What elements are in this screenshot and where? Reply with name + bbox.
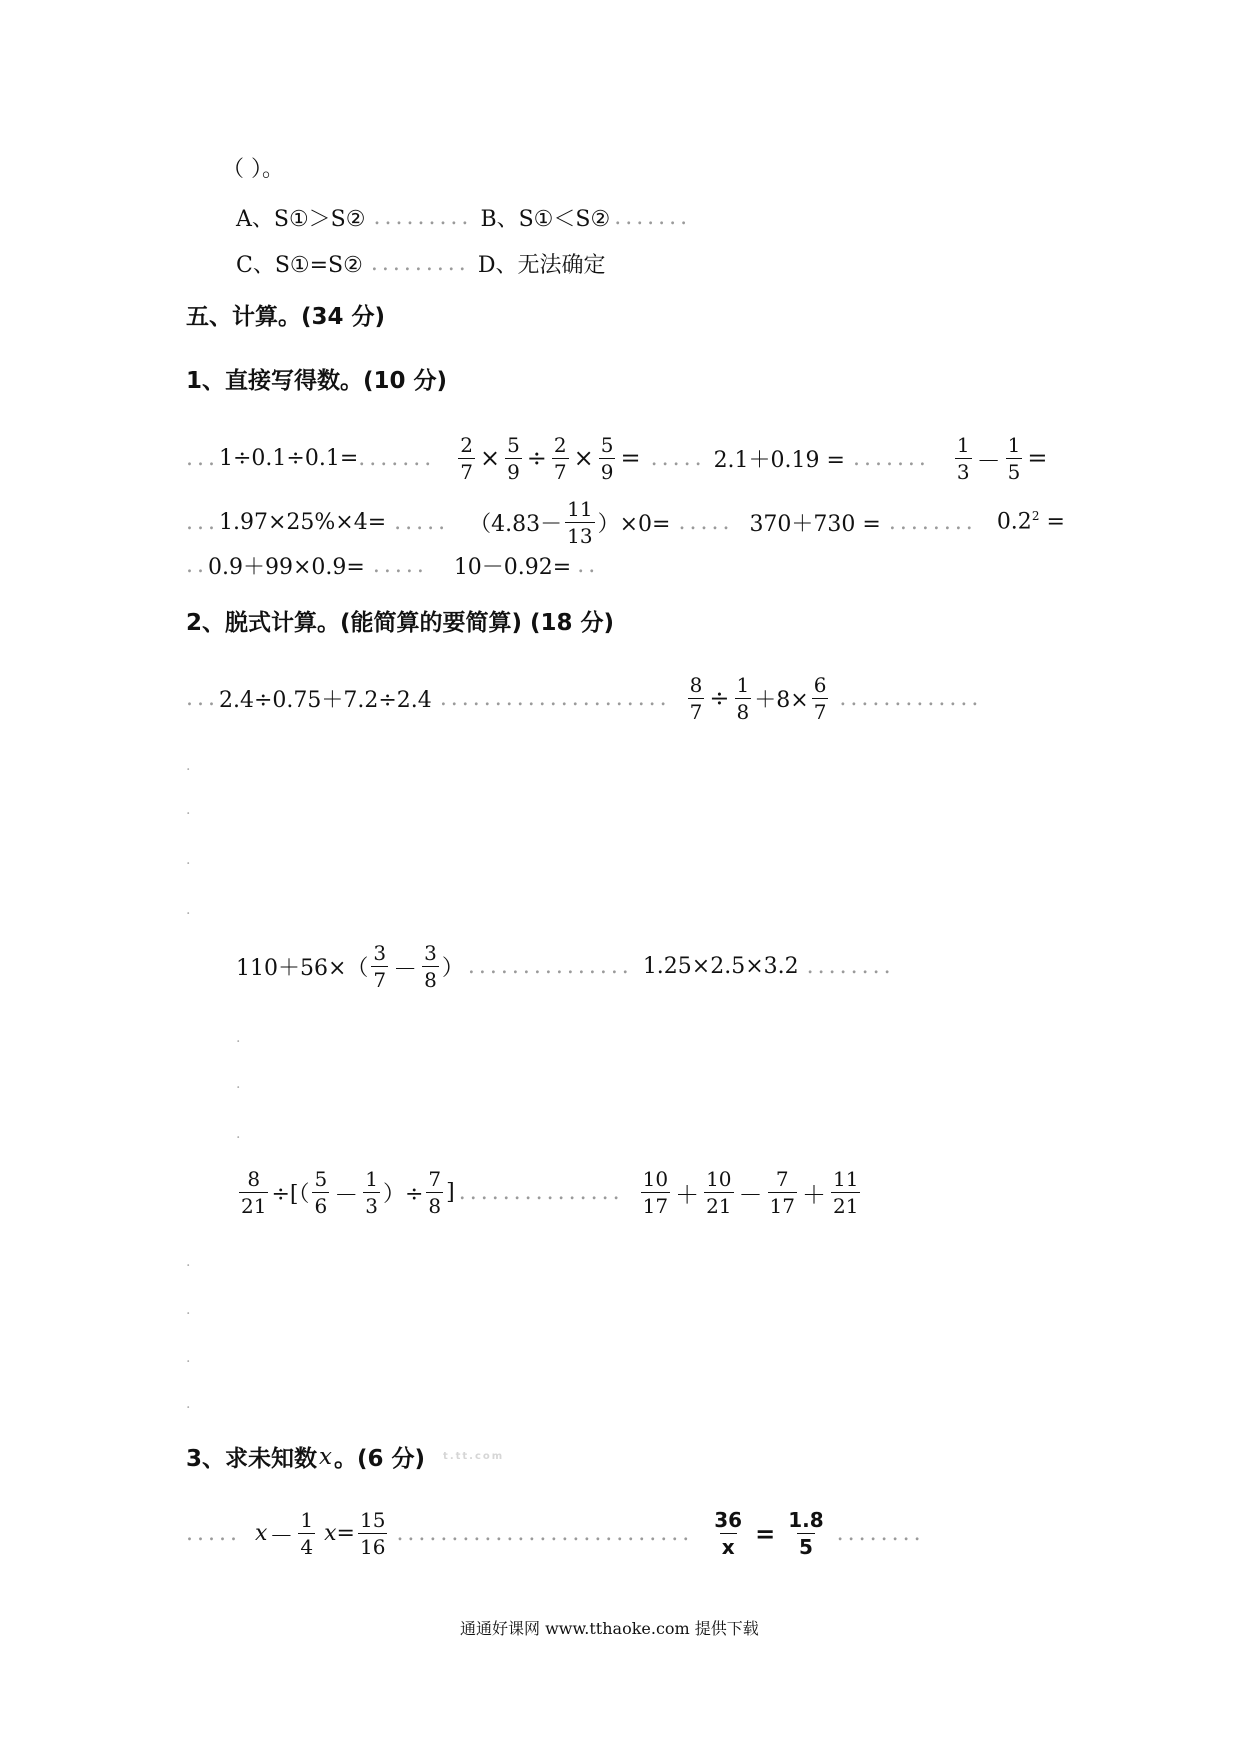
footer: 通通好课网 www.tthaoke.com 提供下载 [460, 1619, 759, 1638]
fraction: $\frac{1}{8}$ [736, 672, 750, 724]
q2-row-1: ... 2.4÷0.75＋7.2÷2.4 ..................... $\frac{8}{7}$ ÷ $\frac{1}{8}$ ＋8× $\frac{6}{7}$ ............. [186, 672, 983, 724]
fraction: $\frac{6}{7}$ [813, 672, 827, 724]
fraction: $\frac{10}{17}$ [642, 1166, 669, 1218]
fraction: $\frac{1}{4}$ [300, 1507, 314, 1559]
q2-problem-5b: ）÷ [382, 1181, 424, 1207]
q2-problem-3b: ） [441, 955, 464, 981]
q2-problem-4: 1.25×2.5×3.2 [642, 953, 799, 979]
q1-expr-3: 2.1＋0.19 = [713, 447, 845, 473]
watermark: t.tt.com [443, 1451, 505, 1462]
option-d: D、无法确定 [477, 253, 606, 278]
q1-title: 1、直接写得数。(10 分) [186, 368, 448, 394]
option-c: C、S①=S② [236, 253, 363, 278]
q2-row-2: 110＋56×（ $\frac{3}{7}$ － $\frac{3}{8}$ ） ............... 1.25×2.5×3.2 ........ [236, 940, 895, 992]
margin-dot: . [236, 1076, 241, 1092]
fraction: $\frac{3}{7}$ [373, 940, 387, 992]
fraction: $\frac{5}{6}$ [314, 1166, 328, 1218]
q1-expr-6a: （4.83－ [469, 511, 563, 537]
fraction: $\frac{1}{3}$ [365, 1166, 378, 1218]
margin-dot: . [186, 758, 191, 774]
eq1-equals: = [336, 1520, 355, 1546]
q1-expr-1: 1÷0.1÷0.1= [218, 445, 359, 471]
q3-row: ..... x － $\frac{1}{4}$ x = $\frac{15}{16}$ ........................... $\frac{36}{x}$ = $\frac{1.8}{5}$ ........ [186, 1507, 925, 1559]
margin-dot: . [186, 1396, 191, 1412]
fraction: $\frac{8}{21}$ [241, 1166, 267, 1218]
fraction: $\frac{2}{7}$ [553, 432, 567, 484]
fraction: $\frac{15}{16}$ [359, 1507, 386, 1559]
fraction: $\frac{10}{21}$ [706, 1166, 732, 1218]
q1-expr-9: 0.9＋99×0.9= [208, 555, 365, 580]
option-row-2: C、S①=S② ......... D、无法确定 [236, 248, 605, 279]
fraction: $\frac{11}{13}$ [567, 496, 593, 548]
q1-expr-8: $0.2^2$ = [996, 509, 1065, 535]
margin-dot: . [186, 1302, 191, 1318]
fraction: $\frac{5}{9}$ [600, 432, 614, 484]
margin-dot: . [186, 802, 191, 818]
q2-row-3: $\frac{8}{21}$ ÷[（ $\frac{5}{6}$ － $\frac{1}{3}$ ）÷ $\frac{7}{8}$ ] ............... $\frac{10}{17}$ ＋ $\frac{10}{21}$ － $\frac{7}{17}$ ＋ $\frac{11}{21}$ [241, 1166, 859, 1218]
fraction: $\frac{8}{7}$ [689, 672, 703, 724]
fraction: $\frac{3}{8}$ [424, 940, 437, 992]
fraction: $\frac{36}{x}$ [714, 1507, 743, 1559]
q2-problem-5a: ÷[（ [271, 1181, 310, 1207]
margin-dot: . [236, 1030, 241, 1046]
fraction: $\frac{1.8}{5}$ [788, 1507, 824, 1559]
option-row-1: A、S①＞S② ......... B、S①＜S② ....... [236, 202, 691, 233]
margin-dot: . [186, 852, 191, 868]
q2-problem-5c: ] [446, 1179, 455, 1205]
margin-dot: . [186, 1350, 191, 1366]
q3-title: 3、求未知数 x 。(6 分) t.tt.com [186, 1443, 505, 1472]
fraction: $\frac{1}{5}$ [1007, 432, 1021, 484]
q2-title: 2、脱式计算。(能简算的要简算) (18 分) [186, 610, 615, 636]
margin-dot: . [236, 1126, 241, 1142]
fraction: $\frac{1}{3}$ [956, 432, 970, 484]
q1-expr-10: 10－0.92= [453, 555, 572, 580]
option-a: A、S①＞S② [236, 207, 366, 232]
q1-row-1: ... 1÷0.1÷0.1= ....... $\frac{2}{7}$ × $\frac{5}{9}$ ÷ $\frac{2}{7}$ × $\frac{5}{9}$ = ..... 2.1＋0.19 = ....... $\frac{1}{3}$ － $\frac{1}{5}$ = [186, 432, 1048, 484]
q2-problem-2-mid: ＋8× [754, 687, 809, 713]
fraction: $\frac{7}{8}$ [428, 1166, 442, 1218]
q1-expr-5: 1.97×25%×4= [218, 509, 387, 535]
answer-parentheses: （ ）。 [222, 157, 284, 182]
fraction: $\frac{2}{7}$ [460, 432, 473, 484]
q1-row-2: ... 1.97×25%×4= ..... （4.83－ $\frac{11}{13}$ ）×0= ..... 370＋730 = ........ $0.2^2$ = [186, 496, 1065, 548]
q2-problem-3a: 110＋56×（ [236, 955, 369, 981]
q1-row-3: .. 0.9＋99×0.9= ..... 10－0.92= .. [186, 550, 599, 581]
q1-expr-7: 370＋730 = [749, 511, 881, 537]
option-b: B、S①＜S② [480, 207, 611, 232]
section-5-title: 五、计算。(34 分) [186, 304, 386, 330]
margin-dot: . [186, 1254, 191, 1270]
fraction: $\frac{5}{9}$ [507, 432, 520, 484]
fraction: $\frac{11}{21}$ [832, 1166, 859, 1218]
q2-problem-1: 2.4÷0.75＋7.2÷2.4 [218, 687, 432, 713]
margin-dot: . [186, 902, 191, 918]
eq2-equals: = [755, 1518, 776, 1548]
eq1-x: x [254, 1520, 268, 1546]
q1-expr-6b: ）×0= [597, 511, 671, 537]
fraction: $\frac{7}{17}$ [769, 1166, 795, 1218]
